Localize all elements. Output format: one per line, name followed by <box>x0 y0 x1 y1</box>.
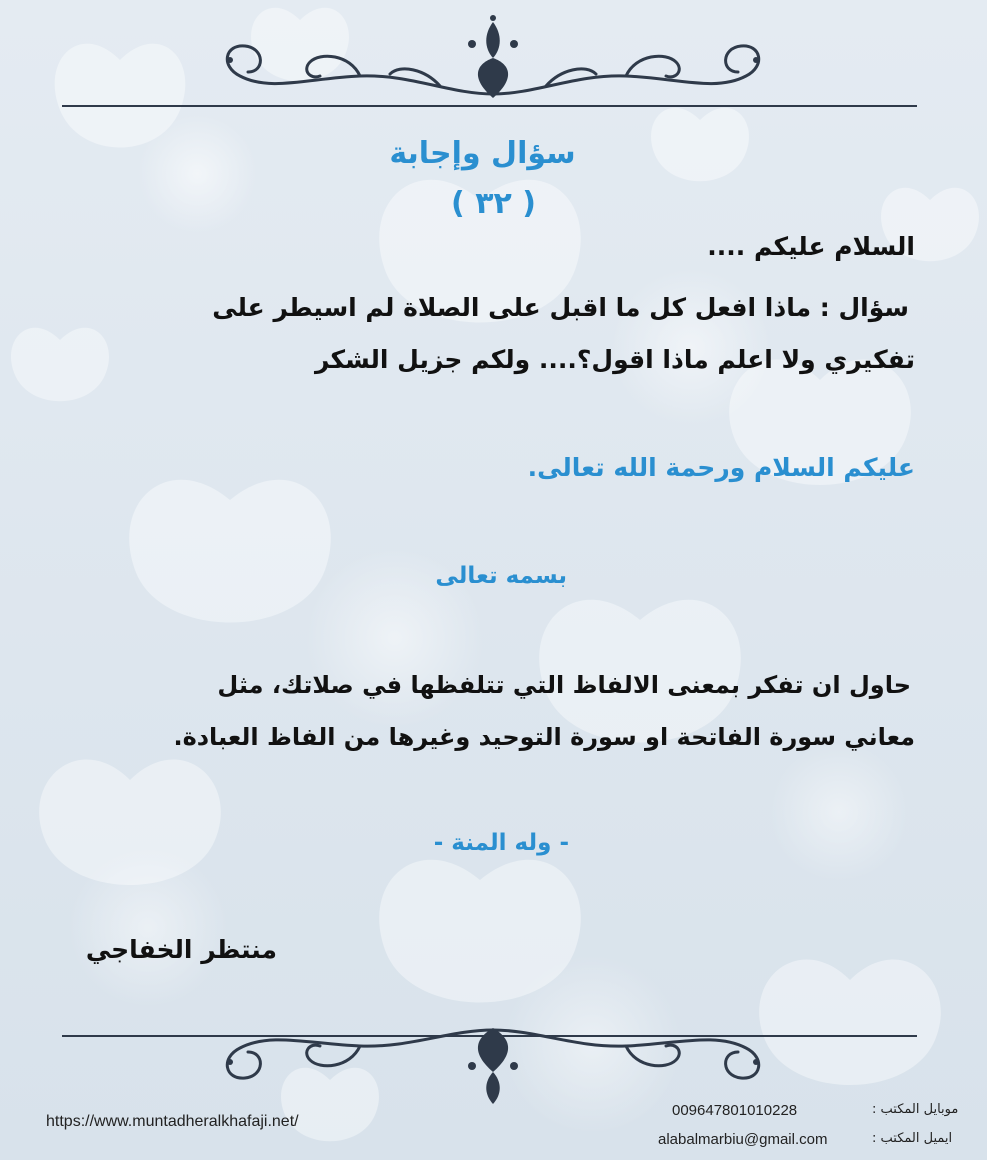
office-email-label: ايميل المكتب : <box>872 1131 953 1146</box>
office-phone: 009647801010228 <box>672 1102 798 1119</box>
office-phone-label: موبايل المكتب : <box>872 1102 959 1117</box>
website-link[interactable]: https://www.muntadheralkhafaji.net/ <box>46 1113 299 1130</box>
answer-line-1: حاول ان تفكر بمعنى الالفاظ التي تتلفظها في صلاتك، مثل <box>217 671 911 699</box>
basmala: بسمه تعالى <box>435 563 567 589</box>
page-title: سؤال وإجابة <box>389 136 576 171</box>
scroll-ornament-icon <box>210 14 777 104</box>
closing-phrase: - وله المنة - <box>433 830 569 856</box>
answer-line-2: معاني سورة الفاتحة او سورة التوحيد وغيرها من الفاظ العبادة. <box>173 723 915 751</box>
question-line-1: سؤال : ماذا افعل كل ما اقبل على الصلاة لم اسيطر على <box>212 293 909 322</box>
office-email[interactable]: alabalmarbiu@gmail.com <box>658 1131 828 1148</box>
scroll-ornament-icon <box>210 1018 777 1108</box>
question-line-2: تفكيري ولا اعلم ماذا اقول؟.... ولكم جزيل الشكر <box>314 345 915 374</box>
top-divider <box>62 105 917 107</box>
author-name: منتظر الخفاجي <box>85 935 277 964</box>
answer-greeting: عليكم السلام ورحمة الله تعالى. <box>527 453 915 482</box>
question-greeting: السلام عليكم .... <box>707 232 915 261</box>
question-number: ( ٣٢ ) <box>451 186 536 221</box>
